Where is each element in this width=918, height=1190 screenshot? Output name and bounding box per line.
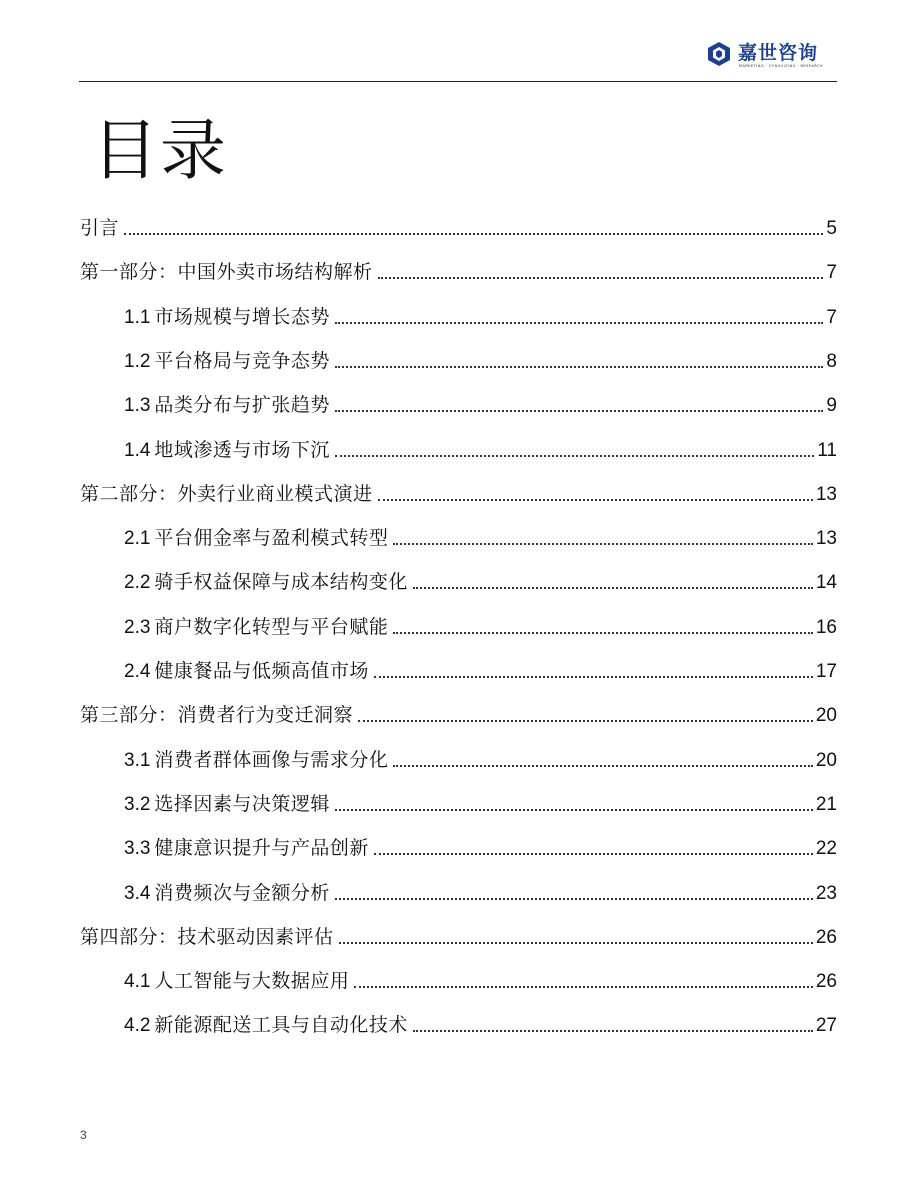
toc-dot-leader xyxy=(393,765,812,767)
toc-dot-leader xyxy=(339,942,813,944)
toc-entry-page: 14 xyxy=(815,572,837,594)
toc-entry[interactable] xyxy=(124,875,837,903)
toc-entry-page: 20 xyxy=(815,705,837,727)
toc-entry-text: 品类分布与扩张趋势 xyxy=(154,394,330,417)
toc-entry[interactable] xyxy=(124,830,837,858)
toc-entry-number: 2.2 xyxy=(124,572,151,594)
toc-entry[interactable] xyxy=(124,1007,837,1035)
toc-entry[interactable] xyxy=(80,476,837,504)
toc-entry-label xyxy=(124,529,388,548)
toc-dot-leader xyxy=(378,499,813,501)
toc-dot-leader xyxy=(393,632,812,634)
toc-entry[interactable] xyxy=(124,343,837,371)
toc-entry-page: 23 xyxy=(815,882,837,904)
toc-dot-leader xyxy=(374,676,813,678)
toc-entry[interactable] xyxy=(80,919,837,947)
toc-entry-text: 第三部分：消费者行为变迁洞察 xyxy=(80,704,354,727)
toc-entry-number: 4.1 xyxy=(124,971,151,993)
toc-entry-text: 消费频次与金额分析 xyxy=(154,881,330,904)
toc-entry-text: 新能源配送工具与自动化技术 xyxy=(154,1014,408,1037)
toc-entry-number: 3.4 xyxy=(124,882,151,904)
toc-entry[interactable] xyxy=(80,254,837,282)
toc-entry-label xyxy=(124,305,330,328)
toc-entry-label xyxy=(124,792,330,815)
toc-entry-page: 20 xyxy=(815,749,837,771)
toc-entry-page: 7 xyxy=(826,306,837,328)
toc-entry-page: 9 xyxy=(826,395,837,417)
toc-entry-page: 27 xyxy=(815,1015,837,1037)
toc-entry-label xyxy=(124,438,330,461)
page-title: 目录 xyxy=(92,112,228,189)
toc-entry-page: 17 xyxy=(815,661,837,682)
toc-dot-leader xyxy=(335,809,813,811)
toc-entry-page: 11 xyxy=(817,439,837,461)
toc-entry-page: 21 xyxy=(815,793,837,815)
toc-entry-label xyxy=(124,396,330,415)
toc-entry-page: 5 xyxy=(826,218,837,239)
toc-dot-leader xyxy=(335,322,823,324)
toc-entry[interactable] xyxy=(124,653,837,681)
toc-entry-number: 1.3 xyxy=(124,395,151,417)
toc-entry[interactable] xyxy=(124,963,837,991)
toc-entry[interactable] xyxy=(124,742,837,770)
toc-entry[interactable] xyxy=(124,786,837,814)
page-number: 3 xyxy=(80,1128,87,1142)
toc-entry-label xyxy=(124,748,389,771)
toc-entry-page: 26 xyxy=(815,926,837,948)
toc-entry-label xyxy=(124,1016,408,1035)
toc-entry-label xyxy=(80,706,353,725)
toc-entry-number: 3.1 xyxy=(124,749,151,771)
toc-entry-label xyxy=(124,662,369,681)
toc-entry[interactable] xyxy=(124,299,837,327)
toc-entry-page: 13 xyxy=(815,483,837,505)
toc-entry-label xyxy=(124,349,330,372)
toc-entry-text: 引言 xyxy=(80,217,120,239)
toc-entry-number: 3.2 xyxy=(124,793,151,815)
toc-entry[interactable] xyxy=(124,564,837,592)
toc-entry-text: 人工智能与大数据应用 xyxy=(154,970,350,993)
toc-entry-label xyxy=(124,573,408,592)
toc-entry-text: 选择因素与决策逻辑 xyxy=(154,792,330,815)
toc-entry-number: 2.3 xyxy=(124,616,151,638)
toc-entry-label xyxy=(80,219,119,238)
toc-entry-page: 13 xyxy=(815,528,837,550)
toc-dot-leader xyxy=(374,853,813,855)
toc-entry-label xyxy=(124,972,349,991)
toc-entry-number: 3.3 xyxy=(124,838,151,860)
toc-entry-text: 市场规模与增长态势 xyxy=(154,305,330,328)
toc-entry-label xyxy=(80,482,373,505)
toc-entry[interactable] xyxy=(124,387,837,415)
toc-entry-text: 健康餐品与低频高值市场 xyxy=(154,660,369,682)
toc-entry-page: 8 xyxy=(826,350,837,372)
toc-dot-leader xyxy=(354,986,812,988)
brand-name: 嘉世咨询 xyxy=(738,42,819,64)
toc-entry-page: 16 xyxy=(815,616,837,638)
toc-entry-label xyxy=(124,881,330,904)
toc-entry-text: 健康意识提升与产品创新 xyxy=(154,837,369,860)
toc-dot-leader xyxy=(358,720,813,722)
toc-entry-label xyxy=(124,839,369,858)
toc-entry-text: 商户数字化转型与平台赋能 xyxy=(154,615,389,638)
toc-entry-number: 4.2 xyxy=(124,1015,151,1037)
toc-dot-leader xyxy=(335,455,814,457)
toc-entry-text: 第一部分：中国外卖市场结构解析 xyxy=(80,261,373,284)
toc-entry-text: 第四部分：技术驱动因素评估 xyxy=(80,925,334,948)
toc-dot-leader xyxy=(393,543,812,545)
toc-entry[interactable] xyxy=(124,609,837,637)
toc-entry[interactable] xyxy=(80,697,837,725)
toc-entry-number: 2.4 xyxy=(124,661,151,682)
toc-dot-leader xyxy=(335,410,823,412)
toc-entry-text: 平台佣金率与盈利模式转型 xyxy=(154,527,389,550)
toc-entry[interactable] xyxy=(80,210,837,238)
toc-entry-text: 平台格局与竞争态势 xyxy=(154,349,330,372)
toc-entry-page: 7 xyxy=(826,262,837,284)
toc-entry-label xyxy=(80,925,334,948)
toc-entry-number: 1.4 xyxy=(124,439,151,461)
toc-dot-leader xyxy=(124,233,823,235)
toc-entry[interactable] xyxy=(124,520,837,548)
toc-entry-page: 22 xyxy=(815,838,837,860)
toc-entry-text: 骑手权益保障与成本结构变化 xyxy=(154,571,408,594)
toc-dot-leader xyxy=(335,898,813,900)
toc-dot-leader xyxy=(413,587,813,589)
toc-entry-page: 26 xyxy=(815,971,837,993)
brand-tagline: MARKETING · CONSULTING · RESEARCH xyxy=(739,64,823,68)
toc-entry-label xyxy=(80,263,373,282)
toc-entry-number: 1.1 xyxy=(124,306,151,328)
toc-entry[interactable] xyxy=(124,432,837,460)
toc-dot-leader xyxy=(335,366,823,368)
toc-entry-number: 2.1 xyxy=(124,528,151,550)
toc-dot-leader xyxy=(378,277,824,279)
toc-dot-leader xyxy=(413,1030,813,1032)
toc-entry-text: 地域渗透与市场下沉 xyxy=(154,438,330,461)
toc-entry-text: 第二部分：外卖行业商业模式演进 xyxy=(80,482,373,505)
toc-entry-number: 1.2 xyxy=(124,350,151,372)
toc-entry-text: 消费者群体画像与需求分化 xyxy=(154,748,389,771)
toc-entry-label xyxy=(124,615,389,638)
